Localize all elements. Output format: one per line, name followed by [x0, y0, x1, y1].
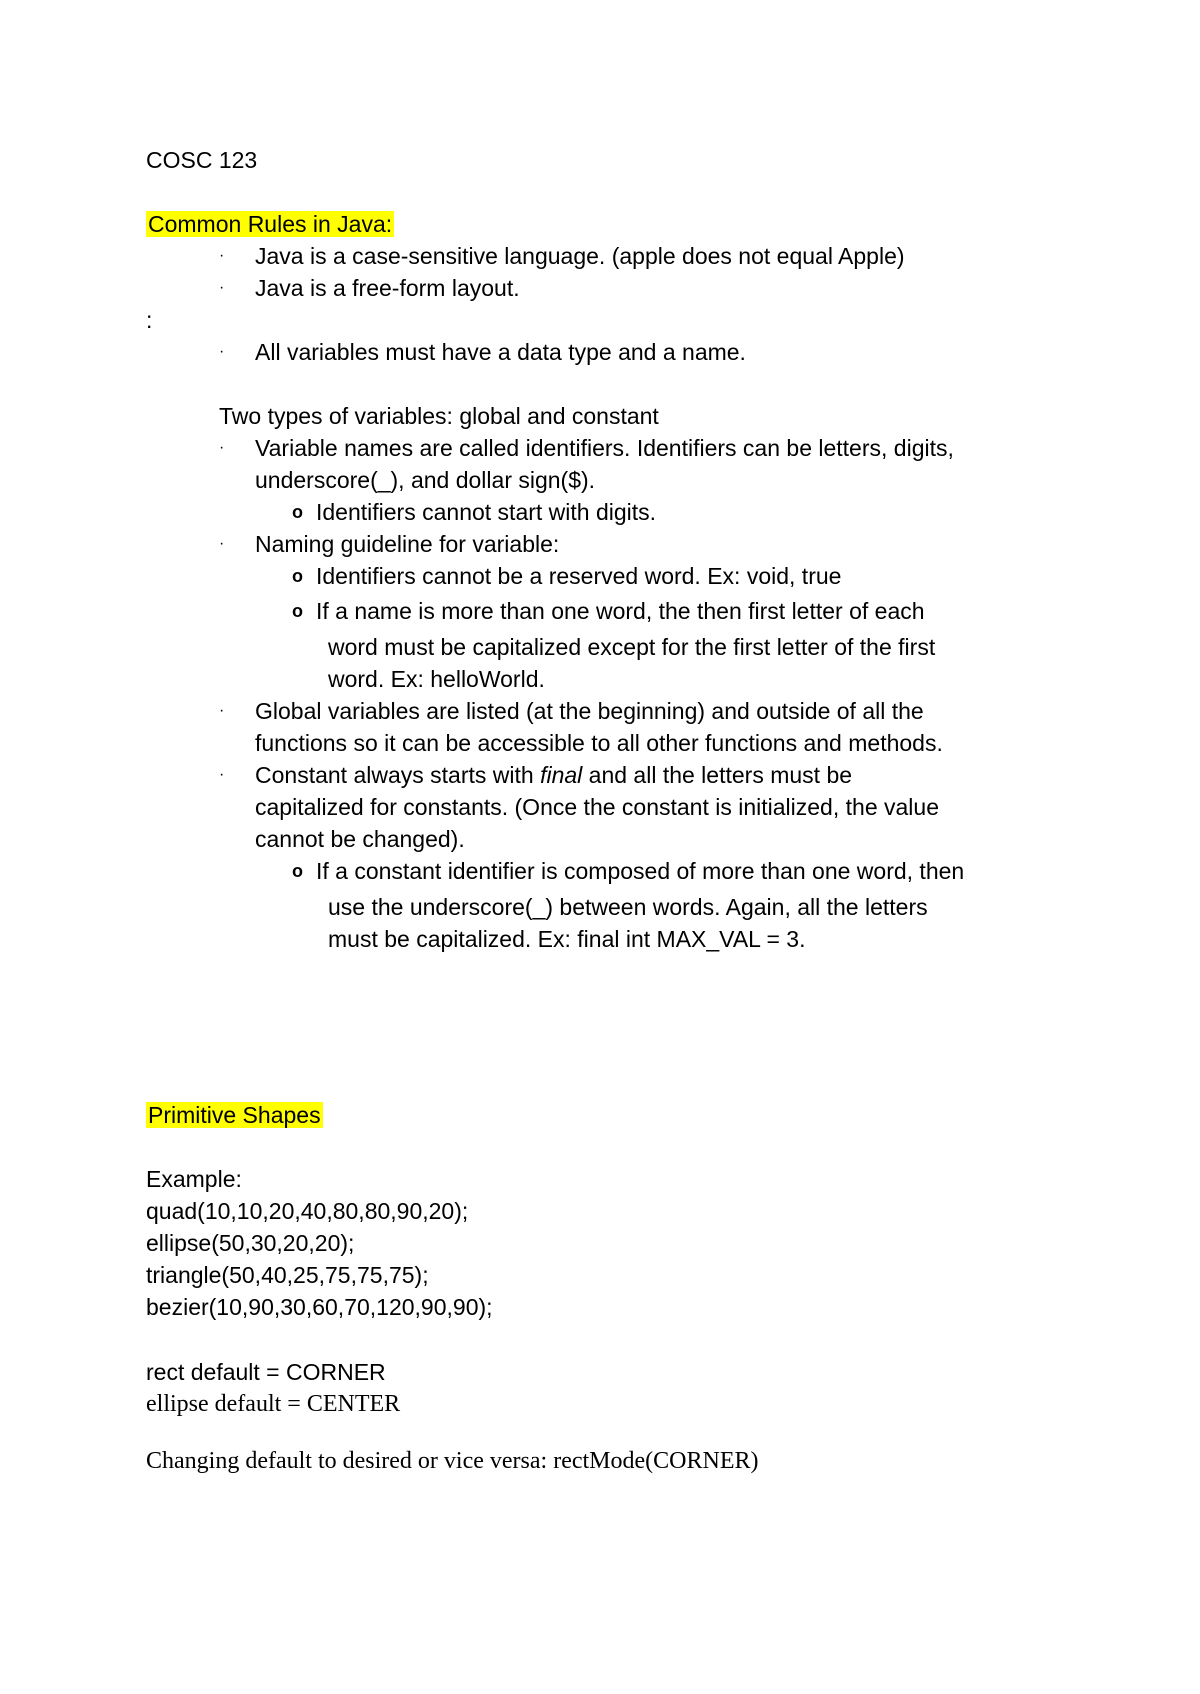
constant-underscore-line-1: If a constant identifier is composed of more than one word, then: [316, 858, 965, 884]
bullet-icon: ·: [219, 247, 225, 264]
section-heading-primitive-shapes: [146, 1100, 323, 1130]
naming-camel-line-1: If a name is more than one word, the then first letter of each: [316, 598, 925, 624]
constant-line-1-post: and all the letters must be: [582, 762, 853, 788]
bullet-icon: ·: [219, 702, 225, 719]
global-line-1: Global variables are listed (at the beginning) and outside of all the: [255, 698, 924, 724]
naming-camel-line-3: word. Ex: helloWorld.: [328, 666, 545, 692]
final-keyword: final: [540, 762, 583, 788]
constant-line-3: cannot be changed).: [255, 826, 465, 852]
constant-line-2: capitalized for constants. (Once the constant is initialized, the value: [255, 794, 939, 820]
bullet-icon: ·: [219, 439, 225, 456]
example-label: Example:: [146, 1166, 242, 1192]
section-heading-common-rules: [146, 209, 394, 239]
constant-line-1-pre: Constant always starts with: [255, 762, 541, 788]
code-line-quad: quad(10,10,20,40,80,80,90,20);: [146, 1198, 469, 1224]
code-line-bezier: bezier(10,90,30,60,70,120,90,90);: [146, 1294, 493, 1320]
stray-colon: :: [146, 307, 153, 333]
bullet-icon: ·: [219, 343, 225, 360]
highlighted-heading: Common Rules in Java:: [148, 211, 393, 237]
rule-case-sensitive: Java is a case-sensitive language. (apple does not equal Apple): [255, 243, 905, 269]
bullet-icon: ·: [219, 766, 225, 783]
identifiers-line-2: underscore(_), and dollar sign($).: [255, 467, 596, 493]
constant-underscore-line-3: must be capitalized. Ex: final int MAX_VAL = 3.: [328, 926, 806, 952]
naming-camel-line-2: word must be capitalized except for the first letter of the first: [328, 634, 936, 660]
rule-free-form: Java is a free-form layout.: [255, 275, 520, 301]
course-title: COSC 123: [146, 147, 258, 173]
rect-default: rect default = CORNER: [146, 1359, 386, 1385]
bullet-icon: ·: [219, 535, 225, 552]
sub-bullet-icon: o: [292, 566, 303, 586]
ellipse-default: ellipse default = CENTER: [146, 1391, 401, 1417]
naming-reserved-word: Identifiers cannot be a reserved word. Ex: void, true: [316, 563, 842, 589]
rule-data-type: All variables must have a data type and a name.: [255, 339, 746, 365]
sub-bullet-icon: o: [292, 601, 303, 621]
global-line-2: functions so it can be accessible to all other functions and methods.: [255, 730, 943, 756]
identifiers-line-1: Variable names are called identifiers. Identifiers can be letters, digits,: [255, 435, 954, 461]
constant-underscore-line-2: use the underscore(_) between words. Again, all the letters: [328, 894, 928, 920]
code-line-ellipse: ellipse(50,30,20,20);: [146, 1230, 355, 1256]
identifiers-no-digits: Identifiers cannot start with digits.: [316, 499, 657, 525]
types-of-variables: Two types of variables: global and constant: [219, 403, 659, 429]
naming-guideline: Naming guideline for variable:: [255, 531, 560, 557]
highlighted-heading: Primitive Shapes: [148, 1102, 321, 1128]
sub-bullet-icon: o: [292, 861, 303, 881]
sub-bullet-icon: o: [292, 502, 303, 522]
bullet-icon: ·: [219, 279, 225, 296]
code-line-triangle: triangle(50,40,25,75,75,75);: [146, 1262, 429, 1288]
changing-default: Changing default to desired or vice versa: rectMode(CORNER): [146, 1448, 759, 1474]
constant-line-1: [255, 760, 852, 790]
